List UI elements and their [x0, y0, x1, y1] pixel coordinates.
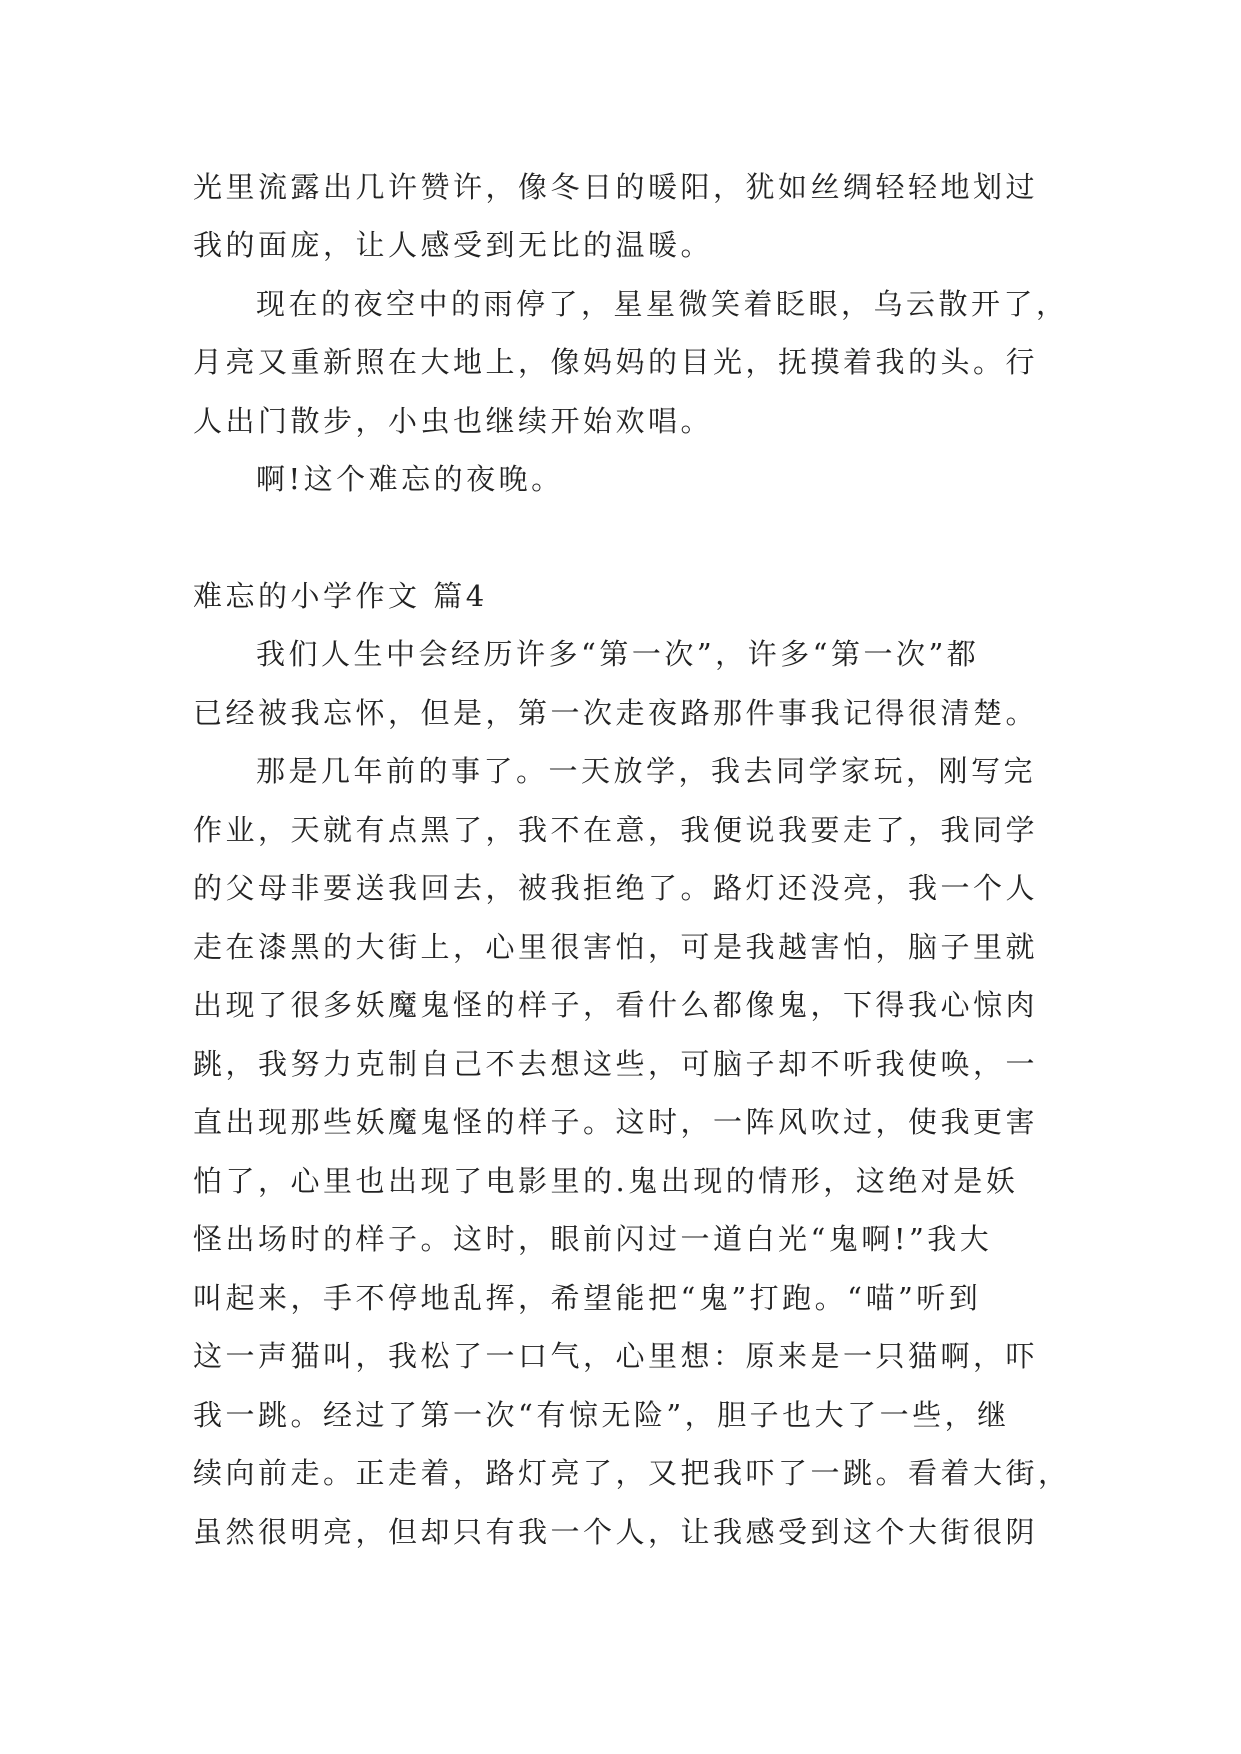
text-line: 我的面庞，让人感受到无比的温暖。 [193, 228, 714, 262]
text-line: 续向前走。正走着，路灯亮了，又把我吓了一跳。看着大街， [193, 1456, 1071, 1490]
text-line: 的父母非要送我回去，被我拒绝了。路灯还没亮，我一个人 [193, 871, 1039, 905]
paragraph-start: 现在的夜空中的雨停了，星星微笑着眨眼，乌云散开了， [256, 287, 1069, 321]
text-line: 直出现那些妖魔鬼怪的样子。这时，一阵风吹过，使我更害 [193, 1105, 1039, 1139]
text-line: 月亮又重新照在大地上，像妈妈的目光，抚摸着我的头。行 [193, 345, 1039, 379]
text-line: 叫起来，手不停地乱挥，希望能把“鬼”打跑。“喵”听到 [193, 1281, 982, 1315]
text-line: 怪出场时的样子。这时，眼前闪过一道白光“鬼啊!”我大 [193, 1222, 993, 1256]
text-line: 走在漆黑的大街上，心里很害怕，可是我越害怕，脑子里就 [193, 930, 1039, 964]
text-line: 人出门散步，小虫也继续开始欢唱。 [193, 404, 714, 438]
text-line: 怕了，心里也出现了电影里的.鬼出现的情形，这绝对是妖 [193, 1164, 1019, 1198]
text-line: 这一声猫叫，我松了一口气，心里想：原来是一只猫啊，吓 [193, 1339, 1039, 1373]
text-line: 光里流露出几许赞许，像冬日的暖阳，犹如丝绸轻轻地划过 [193, 170, 1039, 204]
text-line: 虽然很明亮，但却只有我一个人，让我感受到这个大街很阴 [193, 1515, 1039, 1549]
section-heading: 难忘的小学作文 篇4 [193, 579, 488, 613]
paragraph-start: 那是几年前的事了。一天放学，我去同学家玩，刚写完 [256, 754, 1037, 788]
text-line: 出现了很多妖魔鬼怪的样子，看什么都像鬼，下得我心惊肉 [193, 988, 1039, 1022]
text-line: 我一跳。经过了第一次“有惊无险”，胆子也大了一些，继 [193, 1398, 1010, 1432]
paragraph-start: 我们人生中会经历许多“第一次”，许多“第一次”都 [256, 637, 980, 671]
paragraph-start: 啊!这个难忘的夜晚。 [256, 462, 564, 496]
text-line: 已经被我忘怀，但是，第一次走夜路那件事我记得很清楚。 [193, 696, 1039, 730]
text-line: 作业，天就有点黑了，我不在意，我便说我要走了，我同学 [193, 813, 1039, 847]
text-line: 跳，我努力克制自己不去想这些，可脑子却不听我使唤，一 [193, 1047, 1039, 1081]
